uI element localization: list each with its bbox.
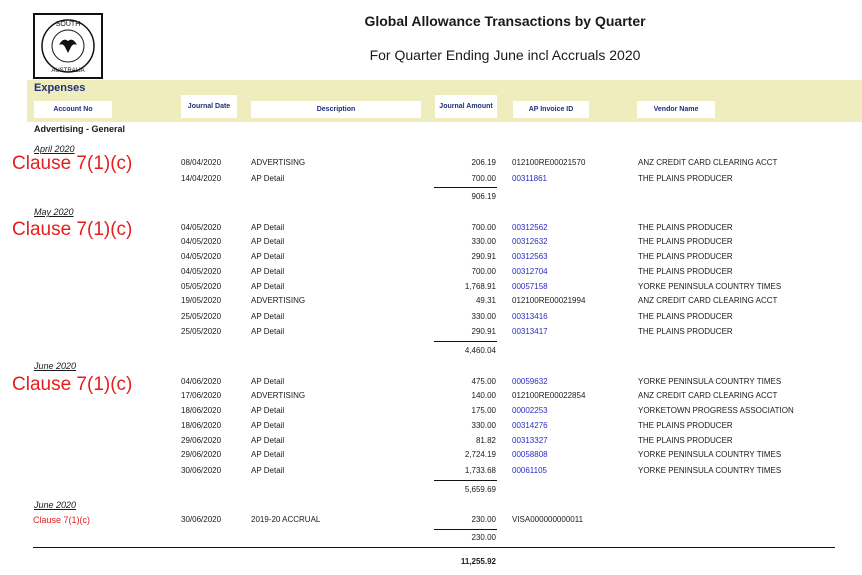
- journal-date: 14/04/2020: [181, 174, 222, 183]
- journal-date: 04/05/2020: [181, 223, 222, 232]
- ap-invoice-link[interactable]: 00311861: [512, 174, 547, 183]
- journal-date: 04/05/2020: [181, 237, 222, 246]
- ap-invoice-id: 012100RE00021570: [512, 158, 586, 167]
- subtotal-rule: [434, 187, 497, 188]
- description: AP Detail: [251, 436, 285, 445]
- subtotal-rule: [434, 529, 497, 530]
- description: AP Detail: [251, 450, 285, 459]
- vendor-name: ANZ CREDIT CARD CLEARING ACCT: [638, 158, 778, 167]
- vendor-name: THE PLAINS PRODUCER: [638, 237, 733, 246]
- redaction-clause: Clause 7(1)(c): [33, 515, 91, 525]
- redaction-clause: Clause 7(1)(c): [12, 219, 133, 240]
- description: AP Detail: [251, 267, 285, 276]
- vendor-name: THE PLAINS PRODUCER: [638, 267, 733, 276]
- vendor-name: YORKETOWN PROGRESS ASSOCIATION: [638, 406, 794, 415]
- ap-invoice-link[interactable]: 00058808: [512, 450, 548, 459]
- period-label: April 2020: [34, 144, 75, 154]
- description: AP Detail: [251, 282, 285, 291]
- journal-amount: 700.00: [471, 267, 496, 276]
- description: ADVERTISING: [251, 391, 306, 400]
- period-subtotal: 4,460.04: [464, 346, 496, 355]
- ap-invoice-link[interactable]: 00312632: [512, 237, 548, 246]
- subtotal-rule: [434, 341, 497, 342]
- ap-invoice-link[interactable]: 00313416: [512, 312, 548, 321]
- column-header-vendor-name: Vendor Name: [637, 101, 715, 118]
- period-subtotal: 5,659.69: [464, 485, 496, 494]
- journal-date: 18/06/2020: [181, 406, 222, 415]
- ap-invoice-link[interactable]: 00312562: [512, 223, 548, 232]
- journal-date: 29/06/2020: [181, 450, 222, 459]
- journal-amount: 330.00: [471, 237, 496, 246]
- vendor-name: ANZ CREDIT CARD CLEARING ACCT: [638, 296, 778, 305]
- report-subtitle: For Quarter Ending June incl Accruals 2020: [369, 47, 641, 63]
- journal-amount: 290.91: [471, 252, 496, 261]
- column-header-ap-invoice-id: AP Invoice ID: [513, 101, 589, 118]
- journal-date: 25/05/2020: [181, 327, 222, 336]
- grand-total: 11,255.92: [460, 557, 496, 566]
- journal-amount: 1,768.91: [464, 282, 496, 291]
- vendor-name: THE PLAINS PRODUCER: [638, 436, 733, 445]
- svg-text:SOUTH: SOUTH: [55, 21, 81, 28]
- svg-text:AUSTRALIA: AUSTRALIA: [51, 68, 85, 74]
- journal-date: 17/06/2020: [181, 391, 222, 400]
- vendor-name: YORKE PENINSULA COUNTRY TIMES: [638, 282, 782, 291]
- journal-amount: 330.00: [471, 421, 496, 430]
- ap-invoice-link[interactable]: 00313327: [512, 436, 548, 445]
- vendor-name: THE PLAINS PRODUCER: [638, 252, 733, 261]
- ap-invoice-link[interactable]: 00314276: [512, 421, 548, 430]
- journal-amount: 2,724.19: [464, 450, 496, 459]
- ap-invoice-id: VISA000000000011: [512, 515, 584, 524]
- vendor-name: YORKE PENINSULA COUNTRY TIMES: [638, 377, 782, 386]
- journal-amount: 81.82: [475, 436, 496, 445]
- report-title: Global Allowance Transactions by Quarter: [364, 13, 646, 29]
- vendor-name: THE PLAINS PRODUCER: [638, 312, 733, 321]
- ap-invoice-id: 012100RE00021994: [512, 296, 586, 305]
- journal-date: 08/04/2020: [181, 158, 222, 167]
- ap-invoice-link[interactable]: 00059632: [512, 377, 548, 386]
- period-subtotal: 906.19: [471, 192, 496, 201]
- period-label: June 2020: [34, 361, 77, 371]
- journal-amount: 700.00: [471, 174, 496, 183]
- journal-amount: 475.00: [471, 377, 496, 386]
- vendor-name: ANZ CREDIT CARD CLEARING ACCT: [638, 391, 778, 400]
- journal-amount: 700.00: [471, 223, 496, 232]
- vendor-name: THE PLAINS PRODUCER: [638, 327, 733, 336]
- description: AP Detail: [251, 252, 285, 261]
- vendor-name: THE PLAINS PRODUCER: [638, 421, 733, 430]
- vendor-name: THE PLAINS PRODUCER: [638, 223, 733, 232]
- subtotal-rule: [434, 480, 497, 481]
- description: AP Detail: [251, 327, 285, 336]
- ap-invoice-link[interactable]: 00002253: [512, 406, 548, 415]
- description: AP Detail: [251, 237, 285, 246]
- ap-invoice-link[interactable]: 00312563: [512, 252, 548, 261]
- journal-amount: 206.19: [471, 158, 496, 167]
- description: AP Detail: [251, 223, 285, 232]
- vendor-name: YORKE PENINSULA COUNTRY TIMES: [638, 466, 782, 475]
- journal-date: 04/05/2020: [181, 252, 222, 261]
- journal-date: 30/06/2020: [181, 515, 222, 524]
- period-label: June 2020: [34, 500, 77, 510]
- ap-invoice-id: 012100RE00022854: [512, 391, 586, 400]
- section-label: Expenses: [34, 82, 86, 94]
- journal-amount: 330.00: [471, 312, 496, 321]
- description: ADVERTISING: [251, 296, 306, 305]
- period-label: May 2020: [34, 207, 74, 217]
- description: AP Detail: [251, 174, 285, 183]
- description: 2019-20 ACCRUAL: [251, 515, 321, 524]
- seal-icon: [35, 15, 101, 77]
- journal-date: 25/05/2020: [181, 312, 222, 321]
- description: AP Detail: [251, 312, 285, 321]
- redaction-clause: Clause 7(1)(c): [12, 374, 133, 395]
- ap-invoice-link[interactable]: 00061105: [512, 466, 547, 475]
- column-header-journal-date: Journal Date: [181, 95, 237, 118]
- journal-date: 19/05/2020: [181, 296, 222, 305]
- column-header-account-no: Account No: [34, 101, 112, 118]
- journal-date: 04/05/2020: [181, 267, 222, 276]
- description: ADVERTISING: [251, 158, 306, 167]
- vendor-name: YORKE PENINSULA COUNTRY TIMES: [638, 450, 782, 459]
- journal-date: 04/06/2020: [181, 377, 222, 386]
- group-title: Advertising - General: [34, 124, 126, 134]
- description: AP Detail: [251, 406, 285, 415]
- column-header-journal-amount: Journal Amount: [435, 95, 497, 118]
- ap-invoice-link[interactable]: 00312704: [512, 267, 548, 276]
- journal-amount: 290.91: [471, 327, 496, 336]
- vendor-name: THE PLAINS PRODUCER: [638, 174, 733, 183]
- journal-date: 18/06/2020: [181, 421, 222, 430]
- redaction-clause: Clause 7(1)(c): [12, 153, 133, 174]
- period-subtotal: 230.00: [471, 533, 496, 542]
- journal-amount: 175.00: [471, 406, 496, 415]
- ap-invoice-link[interactable]: 00313417: [512, 327, 548, 336]
- ap-invoice-link[interactable]: 00057158: [512, 282, 548, 291]
- journal-amount: 1,733.68: [464, 466, 496, 475]
- journal-date: 30/06/2020: [181, 466, 222, 475]
- description: AP Detail: [251, 466, 285, 475]
- journal-amount: 140.00: [471, 391, 496, 400]
- description: AP Detail: [251, 421, 285, 430]
- state-logo: [33, 13, 103, 79]
- journal-date: 29/06/2020: [181, 436, 222, 445]
- journal-amount: 230.00: [471, 515, 496, 524]
- journal-amount: 49.31: [475, 296, 496, 305]
- description: AP Detail: [251, 377, 285, 386]
- journal-date: 05/05/2020: [181, 282, 222, 291]
- column-header-description: Description: [251, 101, 421, 118]
- grand-total-rule: [33, 547, 835, 548]
